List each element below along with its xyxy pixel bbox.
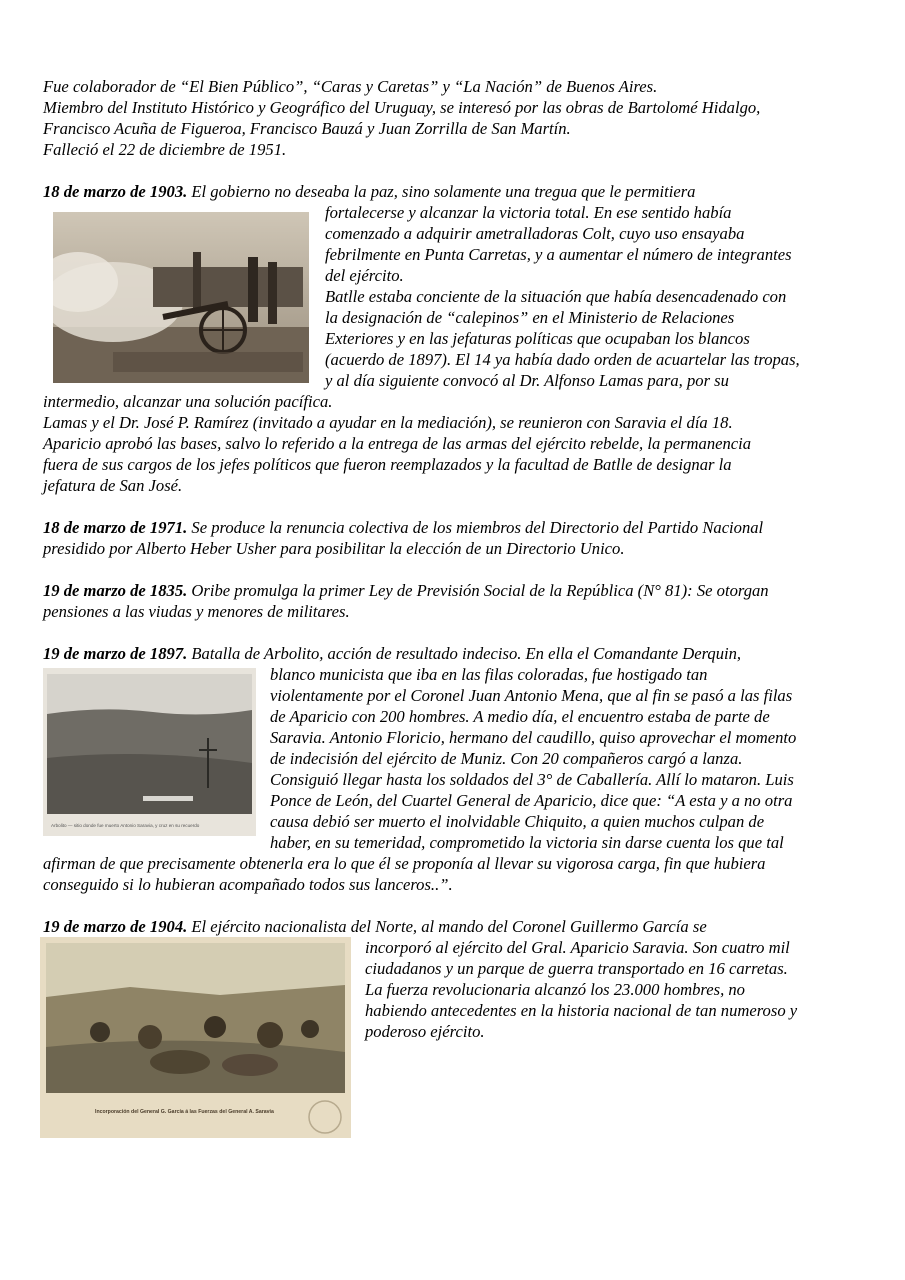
entry-text: comenzado a adquirir ametralladoras Colt, cuyo uso ensayaba [325,224,745,243]
intro-line: Falleció el 22 de diciembre de 1951. [43,140,287,159]
entry-text: La fuerza revolucionaria alcanzó los 23.000 hombres, no [365,980,745,999]
entry-date: 18 de marzo de 1903. [43,182,188,201]
intro-line: Miembro del Instituto Histórico y Geográfico del Uruguay, se interesó por las obras de Bartolomé Hidalgo, [43,98,761,117]
entry-text: afirman de que precisamente obtenerla era lo que él se proponía al llevar su vigorosa carga, fin que hubiera [43,854,766,873]
entry-text: febrilmente en Punta Carretas, y a aumentar el número de integrantes [325,245,792,264]
entry-text: presidido por Alberto Heber Usher para posibilitar la elección de un Directorio Unico. [43,539,625,558]
entry-text: Consiguió llegar hasta los soldados del 3° de Caballería. Allí lo mataron. Luis [270,770,794,789]
entry-text: El gobierno no deseaba la paz, sino solamente una tregua que le permitiera [187,182,696,201]
entry-text: Ponce de León, del Cuartel General de Aparicio, dice que: “A esta y a no otra [270,791,793,810]
postcard-caption: Incorporación del General G. García á las Fuerzas del General A. Saravia [95,1109,274,1115]
entry-text: fuera de sus cargos de los jefes políticos que fueron reemplazados y la facultad de Batlle de designar la [43,455,732,474]
entry-text: (acuerdo de 1897). El 14 ya había dado orden de acuartelar las tropas, [325,350,800,369]
artillery-photo [53,212,309,383]
intro-paragraph [43,76,863,160]
entry-text: de Aparicio con 200 hombres. A medio día, el encuentro estaba de parte de [270,707,770,726]
entry-text: de indecisión del ejército de Muniz. Con 20 compañeros cargó a lanza. [270,749,743,768]
entry-text: Se produce la renuncia colectiva de los miembros del Directorio del Partido Nacional [187,518,764,537]
incorporation-postcard [40,937,351,1138]
entry-text: incorporó al ejército del Gral. Aparicio Saravia. Son cuatro mil [365,938,790,957]
entry-date: 18 de marzo de 1971. [43,518,188,537]
entry-text: pensiones a las viudas y menores de militares. [43,602,350,621]
entry-date: 19 de marzo de 1904. [43,917,188,936]
entry-text: haber, en su temeridad, comprometido la victoria sin darse cuenta los que tal [270,833,784,852]
entry-text: fortalecerse y alcanzar la victoria total. En ese sentido había [325,203,732,222]
entry-text: Aparicio aprobó las bases, salvo lo referido a la entrega de las armas del ejército rebelde, la permanencia [43,434,752,453]
entry-text: Batalla de Arbolito, acción de resultado indeciso. En ella el Comandante Derquin, [187,644,742,663]
entry-text: poderoso ejército. [365,1022,485,1041]
entry-text: habiendo antecedentes en la historia nacional de tan numeroso y [365,1001,798,1020]
entry-text: del ejército. [325,266,404,285]
entry-text: jefatura de San José. [43,476,183,495]
entry-1971-03-18 [43,517,863,559]
entry-text: la designación de “calepinos” en el Ministerio de Relaciones [325,308,735,327]
arbolito-caption: Arbolito — sitio donde fue muerto Antonio Saravia, y cruz en su recuerdo [51,823,200,828]
entry-text: blanco municista que iba en las filas coloradas, fue hostigado tan [270,665,708,684]
entry-text: Batlle estaba conciente de la situación que había desencadenado con [325,287,787,306]
arbolito-photo [43,668,256,836]
entry-date: 19 de marzo de 1897. [43,644,188,663]
entry-text: Saravia. Antonio Floricio, hermano del caudillo, quiso aprovechar el momento [270,728,797,747]
entry-text: intermedio, alcanzar una solución pacífica. [43,392,333,411]
entry-text: y al día siguiente convocó al Dr. Alfonso Lamas para, por su [325,371,729,390]
entry-date: 19 de marzo de 1835. [43,581,188,600]
entry-text: Exteriores y en las jefaturas políticas que ocupaban los blancos [325,329,750,348]
entry-text: causa debió ser muerto el inolvidable Chiquito, a quien muchos culpan de [270,812,765,831]
entry-text: violentamente por el Coronel Juan Antonio Mena, que al fin se pasó a las filas [270,686,793,705]
entry-text: El ejército nacionalista del Norte, al mando del Coronel Guillermo García se [187,917,707,936]
entry-text: Oribe promulga la primer Ley de Previsión Social de la República (N° 81): Se otorgan [187,581,769,600]
entry-text: ciudadanos y un parque de guerra transportado en 16 carretas. [365,959,788,978]
entry-1835-03-19 [43,580,863,622]
entry-text: conseguido si lo hubieran acompañado todos sus lanceros..”. [43,875,453,894]
entry-text: Lamas y el Dr. José P. Ramírez (invitado a ayudar en la mediación), se reunieron con Saravia el día 18. [43,413,733,432]
intro-line: Francisco Acuña de Figueroa, Francisco Bauzá y Juan Zorrilla de San Martín. [43,119,571,138]
intro-line: Fue colaborador de “El Bien Público”, “Caras y Caretas” y “La Nación” de Buenos Aires. [43,77,658,96]
